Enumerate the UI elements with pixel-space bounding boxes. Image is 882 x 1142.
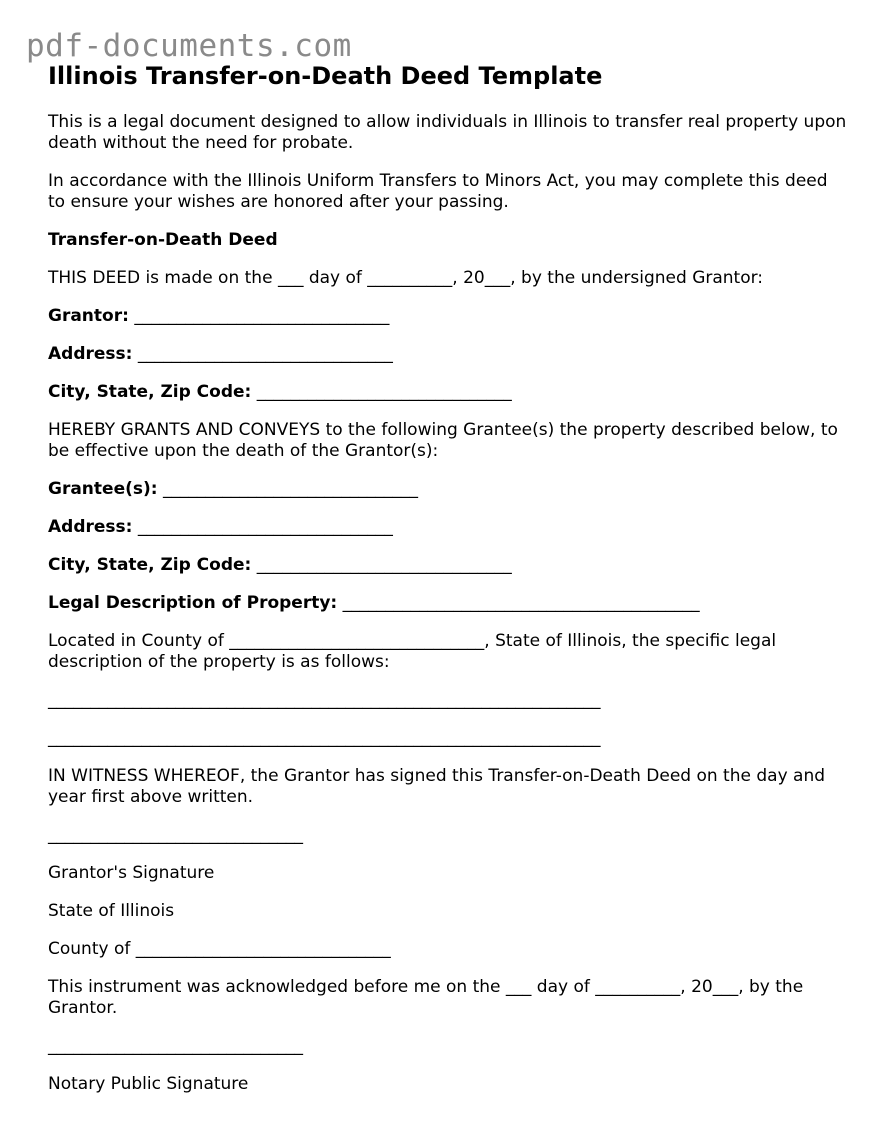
grantee-address-blank: ______________________________ <box>137 517 393 537</box>
grantor-name-blank: ______________________________ <box>134 306 390 326</box>
grantor-name-field <box>48 306 848 327</box>
acknowledgment-paragraph: This instrument was acknowledged before me on the ___ day of __________, 20___, by the Grantor. <box>48 977 804 1018</box>
intro-paragraph-2: In accordance with the Illinois Uniform Transfers to Minors Act, you may complete this deed to ensure your wishes are honored after your passing. <box>48 171 828 212</box>
legal-description-label: Legal Description of Property: <box>48 593 338 613</box>
document-title: Illinois Transfer-on-Death Deed Template <box>48 62 603 90</box>
witness-paragraph: IN WITNESS WHEREOF, the Grantor has signed this Transfer-on-Death Deed on the day and year first above written. <box>48 766 826 807</box>
grantor-address-blank: ______________________________ <box>137 344 393 364</box>
grantee-city-field <box>48 555 848 576</box>
grantor-signature-line: ______________________________ <box>48 825 303 845</box>
grantor-city-field <box>48 382 848 403</box>
document-page <box>48 58 848 1095</box>
grantor-signature-label: Grantor's Signature <box>48 863 215 883</box>
grants-paragraph: HEREBY GRANTS AND CONVEYS to the following Grantee(s) the property described below, to be effective upon the death of the Grantor(s): <box>48 420 838 461</box>
deed-made-line: THIS DEED is made on the ___ day of __________, 20___, by the undersigned Grantor: <box>48 268 764 288</box>
grantee-name-blank: ______________________________ <box>162 479 418 499</box>
notary-signature-line: ______________________________ <box>48 1036 303 1056</box>
description-line-1: _________________________________________________________________ <box>48 690 601 710</box>
grantor-name-label: Grantor: <box>48 306 129 326</box>
grantee-city-label: City, State, Zip Code: <box>48 555 252 575</box>
grantee-address-field <box>48 517 848 538</box>
grantee-city-blank: ______________________________ <box>256 555 512 575</box>
grantor-city-label: City, State, Zip Code: <box>48 382 252 402</box>
legal-description-field <box>48 593 848 614</box>
legal-description-blank: __________________________________________ <box>342 593 700 613</box>
grantee-address-label: Address: <box>48 517 133 537</box>
intro-paragraph-1: This is a legal document designed to allow individuals in Illinois to transfer real property upon death without the need for probate. <box>48 112 847 153</box>
grantor-city-blank: ______________________________ <box>256 382 512 402</box>
located-paragraph: Located in County of ______________________________, State of Illinois, the specific legal description of the property is as follows: <box>48 631 777 672</box>
description-line-2: _________________________________________________________________ <box>48 728 601 748</box>
watermark-logo: pdf-documents.com <box>26 28 352 64</box>
county-field: County of ______________________________ <box>48 939 391 959</box>
grantor-address-label: Address: <box>48 344 133 364</box>
grantee-name-label: Grantee(s): <box>48 479 158 499</box>
state-label: State of Illinois <box>48 901 175 921</box>
notary-signature-label: Notary Public Signature <box>48 1074 249 1094</box>
grantee-name-field <box>48 479 848 500</box>
section-heading: Transfer-on-Death Deed <box>48 230 278 250</box>
grantor-address-field <box>48 344 848 365</box>
